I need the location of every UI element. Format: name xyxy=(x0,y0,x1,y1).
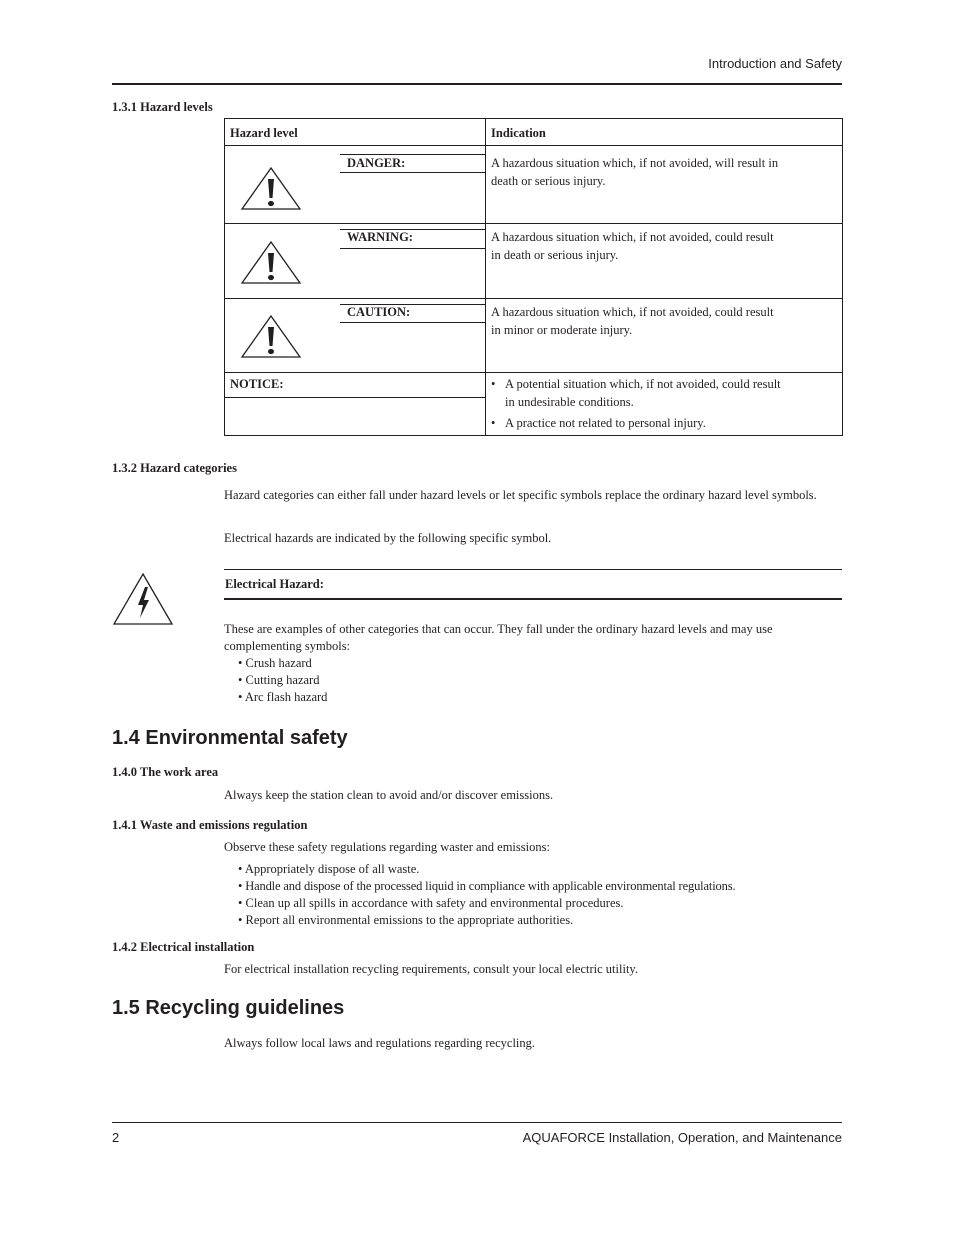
signal-word-warning: WARNING: xyxy=(347,230,413,244)
notice-bullet-text: A practice not related to personal injury. xyxy=(505,416,706,430)
signal-word-notice: NOTICE: xyxy=(230,377,284,391)
column-header-hazard-level: Hazard level xyxy=(230,126,298,140)
indication-danger: A hazardous situation which, if not avoided, will result in death or serious injury. xyxy=(491,156,779,188)
work-area-text: Always keep the station clean to avoid and/or discover emissions. xyxy=(224,788,554,802)
footer-doc-title: AQUAFORCE Installation, Operation, and Maintenance xyxy=(522,1130,842,1145)
heading-1-4-0: 1.4.0 The work area xyxy=(112,765,219,779)
heading-1-4-2: 1.4.2 Electrical installation xyxy=(112,940,255,954)
electrical-hazard-label: Electrical Hazard: xyxy=(225,577,324,591)
list-item: • Appropriately dispose of all waste. xyxy=(238,862,420,876)
electrical-hazard-bottom-rule xyxy=(224,598,842,600)
warning-triangle-icon xyxy=(240,240,302,285)
notice-bullet: • A potential situation which, if not avoided, could result in undesirable conditions. xyxy=(491,376,791,411)
warning-triangle-icon xyxy=(240,166,302,211)
running-header: Introduction and Safety xyxy=(708,56,842,71)
hazard-level-table xyxy=(224,118,843,436)
section-title-1-5: 1.5 Recycling guidelines xyxy=(112,997,345,1019)
electrical-hazard-top-rule xyxy=(224,569,842,570)
indication-caution: A hazardous situation which, if not avoided, could result in minor or moderate injury. xyxy=(491,305,774,337)
other-categories-paragraph: These are examples of other categories that can occur. They fall under the ordinary hazard levels and may use complementing symbols: xyxy=(224,622,773,653)
list-item: • Cutting hazard xyxy=(238,673,320,687)
hazard-examples-list xyxy=(238,655,327,706)
list-item: • Handle and dispose of the processed liquid in compliance with applicable environmental regulations. xyxy=(238,879,736,893)
notice-bullet: • A practice not related to personal injury. xyxy=(491,415,791,433)
page-number: 2 xyxy=(112,1130,120,1145)
warning-triangle-icon xyxy=(240,314,302,359)
list-item: • Crush hazard xyxy=(238,656,312,670)
heading-1-3-2: 1.3.2 Hazard categories xyxy=(112,461,237,475)
column-header-indication: Indication xyxy=(491,126,546,140)
heading-1-3-1: 1.3.1 Hazard levels xyxy=(112,100,213,114)
notice-bullet-text: A potential situation which, if not avoided, could result in undesirable conditions. xyxy=(505,377,781,409)
footer-rule xyxy=(112,1122,842,1123)
electrical-hazard-intro: Electrical hazards are indicated by the following specific symbol. xyxy=(224,531,552,545)
section-title-1-4: 1.4 Environmental safety xyxy=(112,727,348,749)
waste-regulation-text: Observe these safety regulations regarding waster and emissions: xyxy=(224,840,550,854)
indication-warning: A hazardous situation which, if not avoided, could result in death or serious injury. xyxy=(491,230,774,262)
signal-word-caution: CAUTION: xyxy=(347,305,411,319)
waste-regulation-list xyxy=(238,861,735,929)
heading-1-4-1: 1.4.1 Waste and emissions regulation xyxy=(112,818,308,832)
header-rule xyxy=(112,83,842,85)
electrical-hazard-icon xyxy=(112,572,174,626)
list-item: • Report all environmental emissions to the appropriate authorities. xyxy=(238,913,574,927)
list-item: • Clean up all spills in accordance with safety and environmental procedures. xyxy=(238,896,624,910)
electrical-installation-text: For electrical installation recycling requirements, consult your local electric utility. xyxy=(224,962,638,976)
recycling-text: Always follow local laws and regulations regarding recycling. xyxy=(224,1036,536,1050)
list-item: • Arc flash hazard xyxy=(238,690,328,704)
hazard-categories-paragraph: Hazard categories can either fall under hazard levels or let specific symbols replace the ordinary hazard level symbols. xyxy=(224,488,817,502)
signal-word-danger: DANGER: xyxy=(347,156,406,170)
